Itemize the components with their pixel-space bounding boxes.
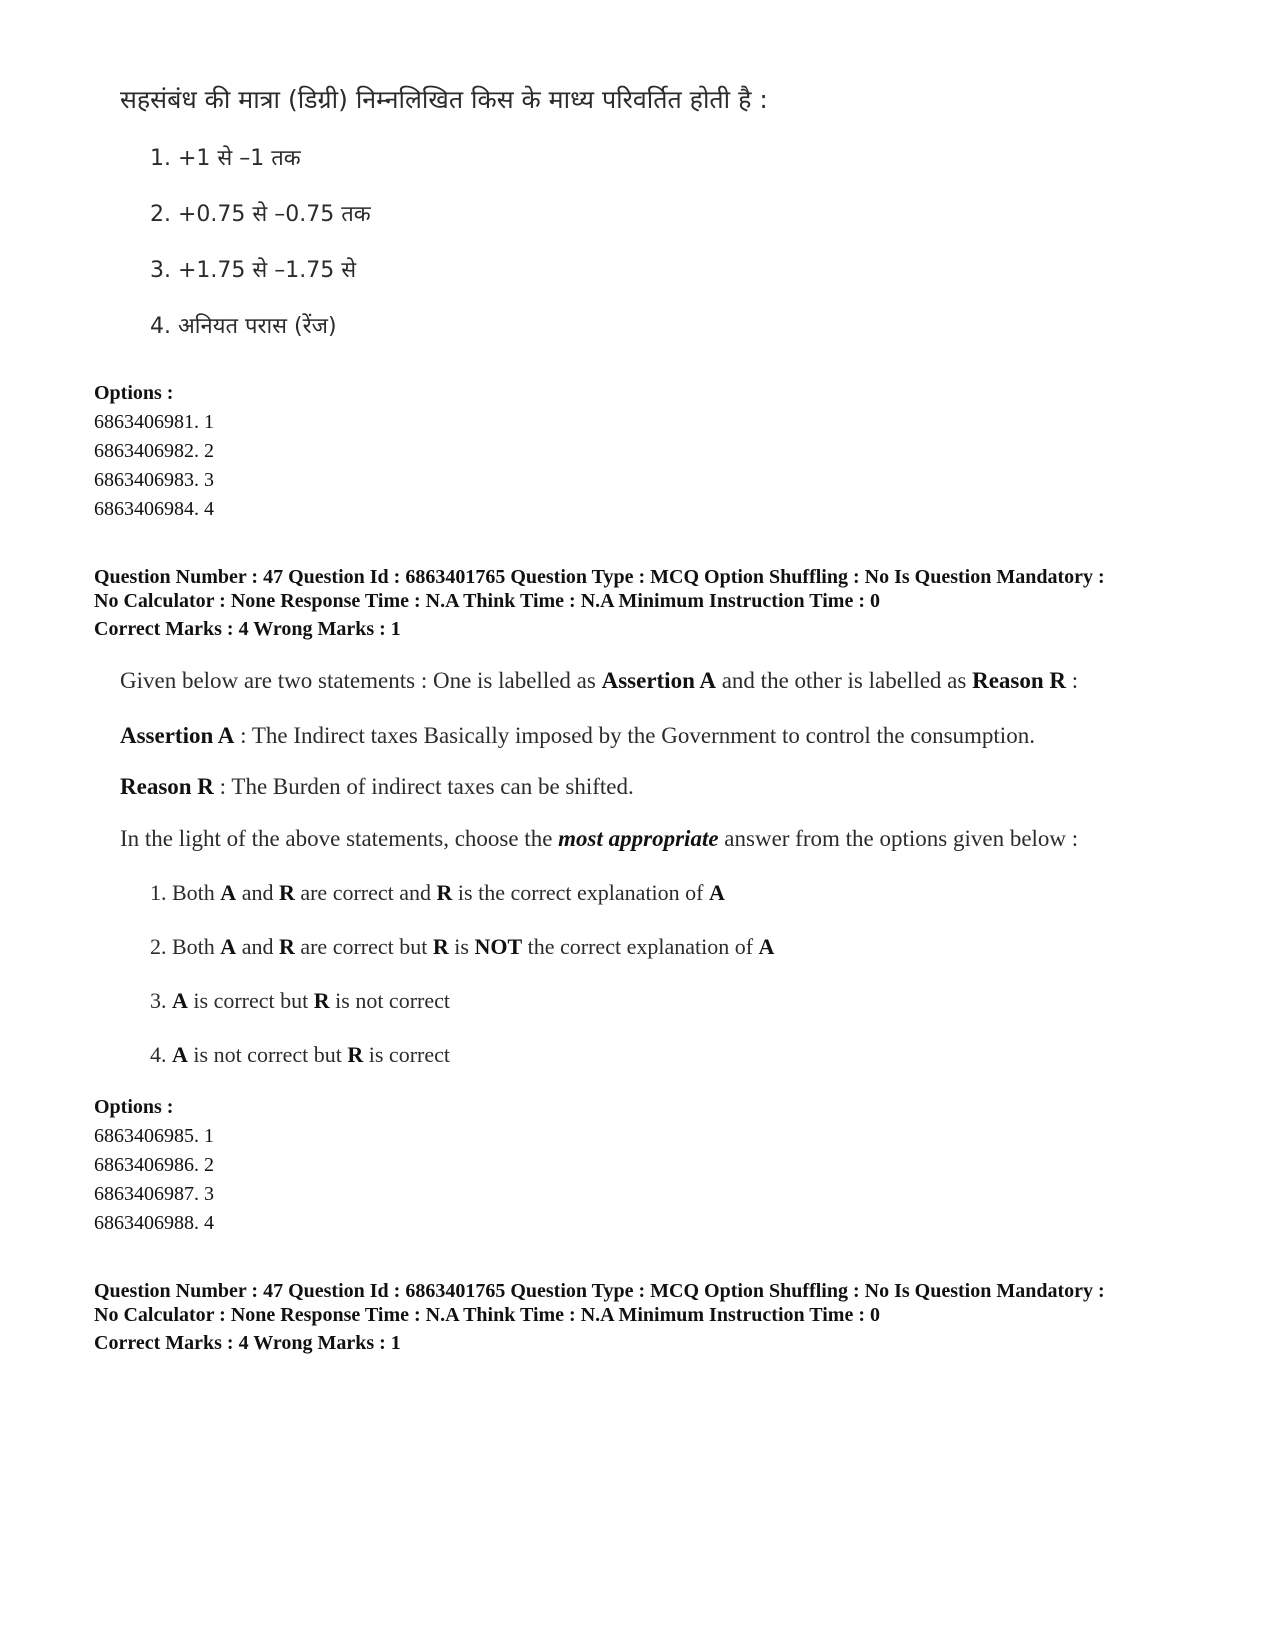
question-meta-line2: No Calculator : None Response Time : N.A Think Time : N.A Minimum Instruction Time : 0 [94, 1304, 880, 1326]
option-row: 6863406983. 3 [94, 469, 214, 491]
question-meta-line2: No Calculator : None Response Time : N.A Think Time : N.A Minimum Instruction Time : 0 [94, 590, 880, 612]
option-row: 6863406986. 2 [94, 1154, 214, 1176]
choice-2: 2. +0.75 से –0.75 तक [150, 202, 371, 227]
choice-4: 4. अनियत परास (रेंज) [150, 314, 337, 339]
option-row: 6863406987. 3 [94, 1183, 214, 1205]
choice-3: 3. +1.75 से –1.75 से [150, 258, 357, 283]
option-row: 6863406982. 2 [94, 440, 214, 462]
options-heading: Options : [94, 1096, 174, 1118]
option-row: 6863406984. 4 [94, 498, 214, 520]
question-stem-hindi: सहसंबंध की मात्रा (डिग्री) निम्नलिखित किस के माध्य परिवर्तित होती है : [120, 85, 768, 114]
choice-4: 4. A is not correct but R is correct [150, 1042, 450, 1067]
option-row: 6863406981. 1 [94, 411, 214, 433]
question-meta-line1: Question Number : 47 Question Id : 6863401765 Question Type : MCQ Option Shuffling : No Is Question Mandatory : [94, 1280, 1105, 1302]
choice-1: 1. Both A and R are correct and R is the correct explanation of A [150, 880, 725, 905]
question-intro: Given below are two statements : One is labelled as Assertion A and the other is labelled as Reason R : [120, 668, 1079, 693]
choice-3: 3. A is correct but R is not correct [150, 988, 450, 1013]
assertion-statement: Assertion A : The Indirect taxes Basically imposed by the Government to control the consumption. [120, 723, 1035, 748]
choice-2: 2. Both A and R are correct but R is NOT the correct explanation of A [150, 934, 775, 959]
options-heading: Options : [94, 382, 174, 404]
option-row: 6863406988. 4 [94, 1212, 214, 1234]
choice-1: 1. +1 से –1 तक [150, 146, 301, 171]
instruction-line: In the light of the above statements, choose the most appropriate answer from the options given below : [120, 826, 1079, 851]
question-meta-line1: Question Number : 47 Question Id : 6863401765 Question Type : MCQ Option Shuffling : No Is Question Mandatory : [94, 566, 1105, 588]
question-marks: Correct Marks : 4 Wrong Marks : 1 [94, 1332, 401, 1354]
reason-statement: Reason R : The Burden of indirect taxes can be shifted. [120, 774, 634, 799]
option-row: 6863406985. 1 [94, 1125, 214, 1147]
question-marks: Correct Marks : 4 Wrong Marks : 1 [94, 618, 401, 640]
